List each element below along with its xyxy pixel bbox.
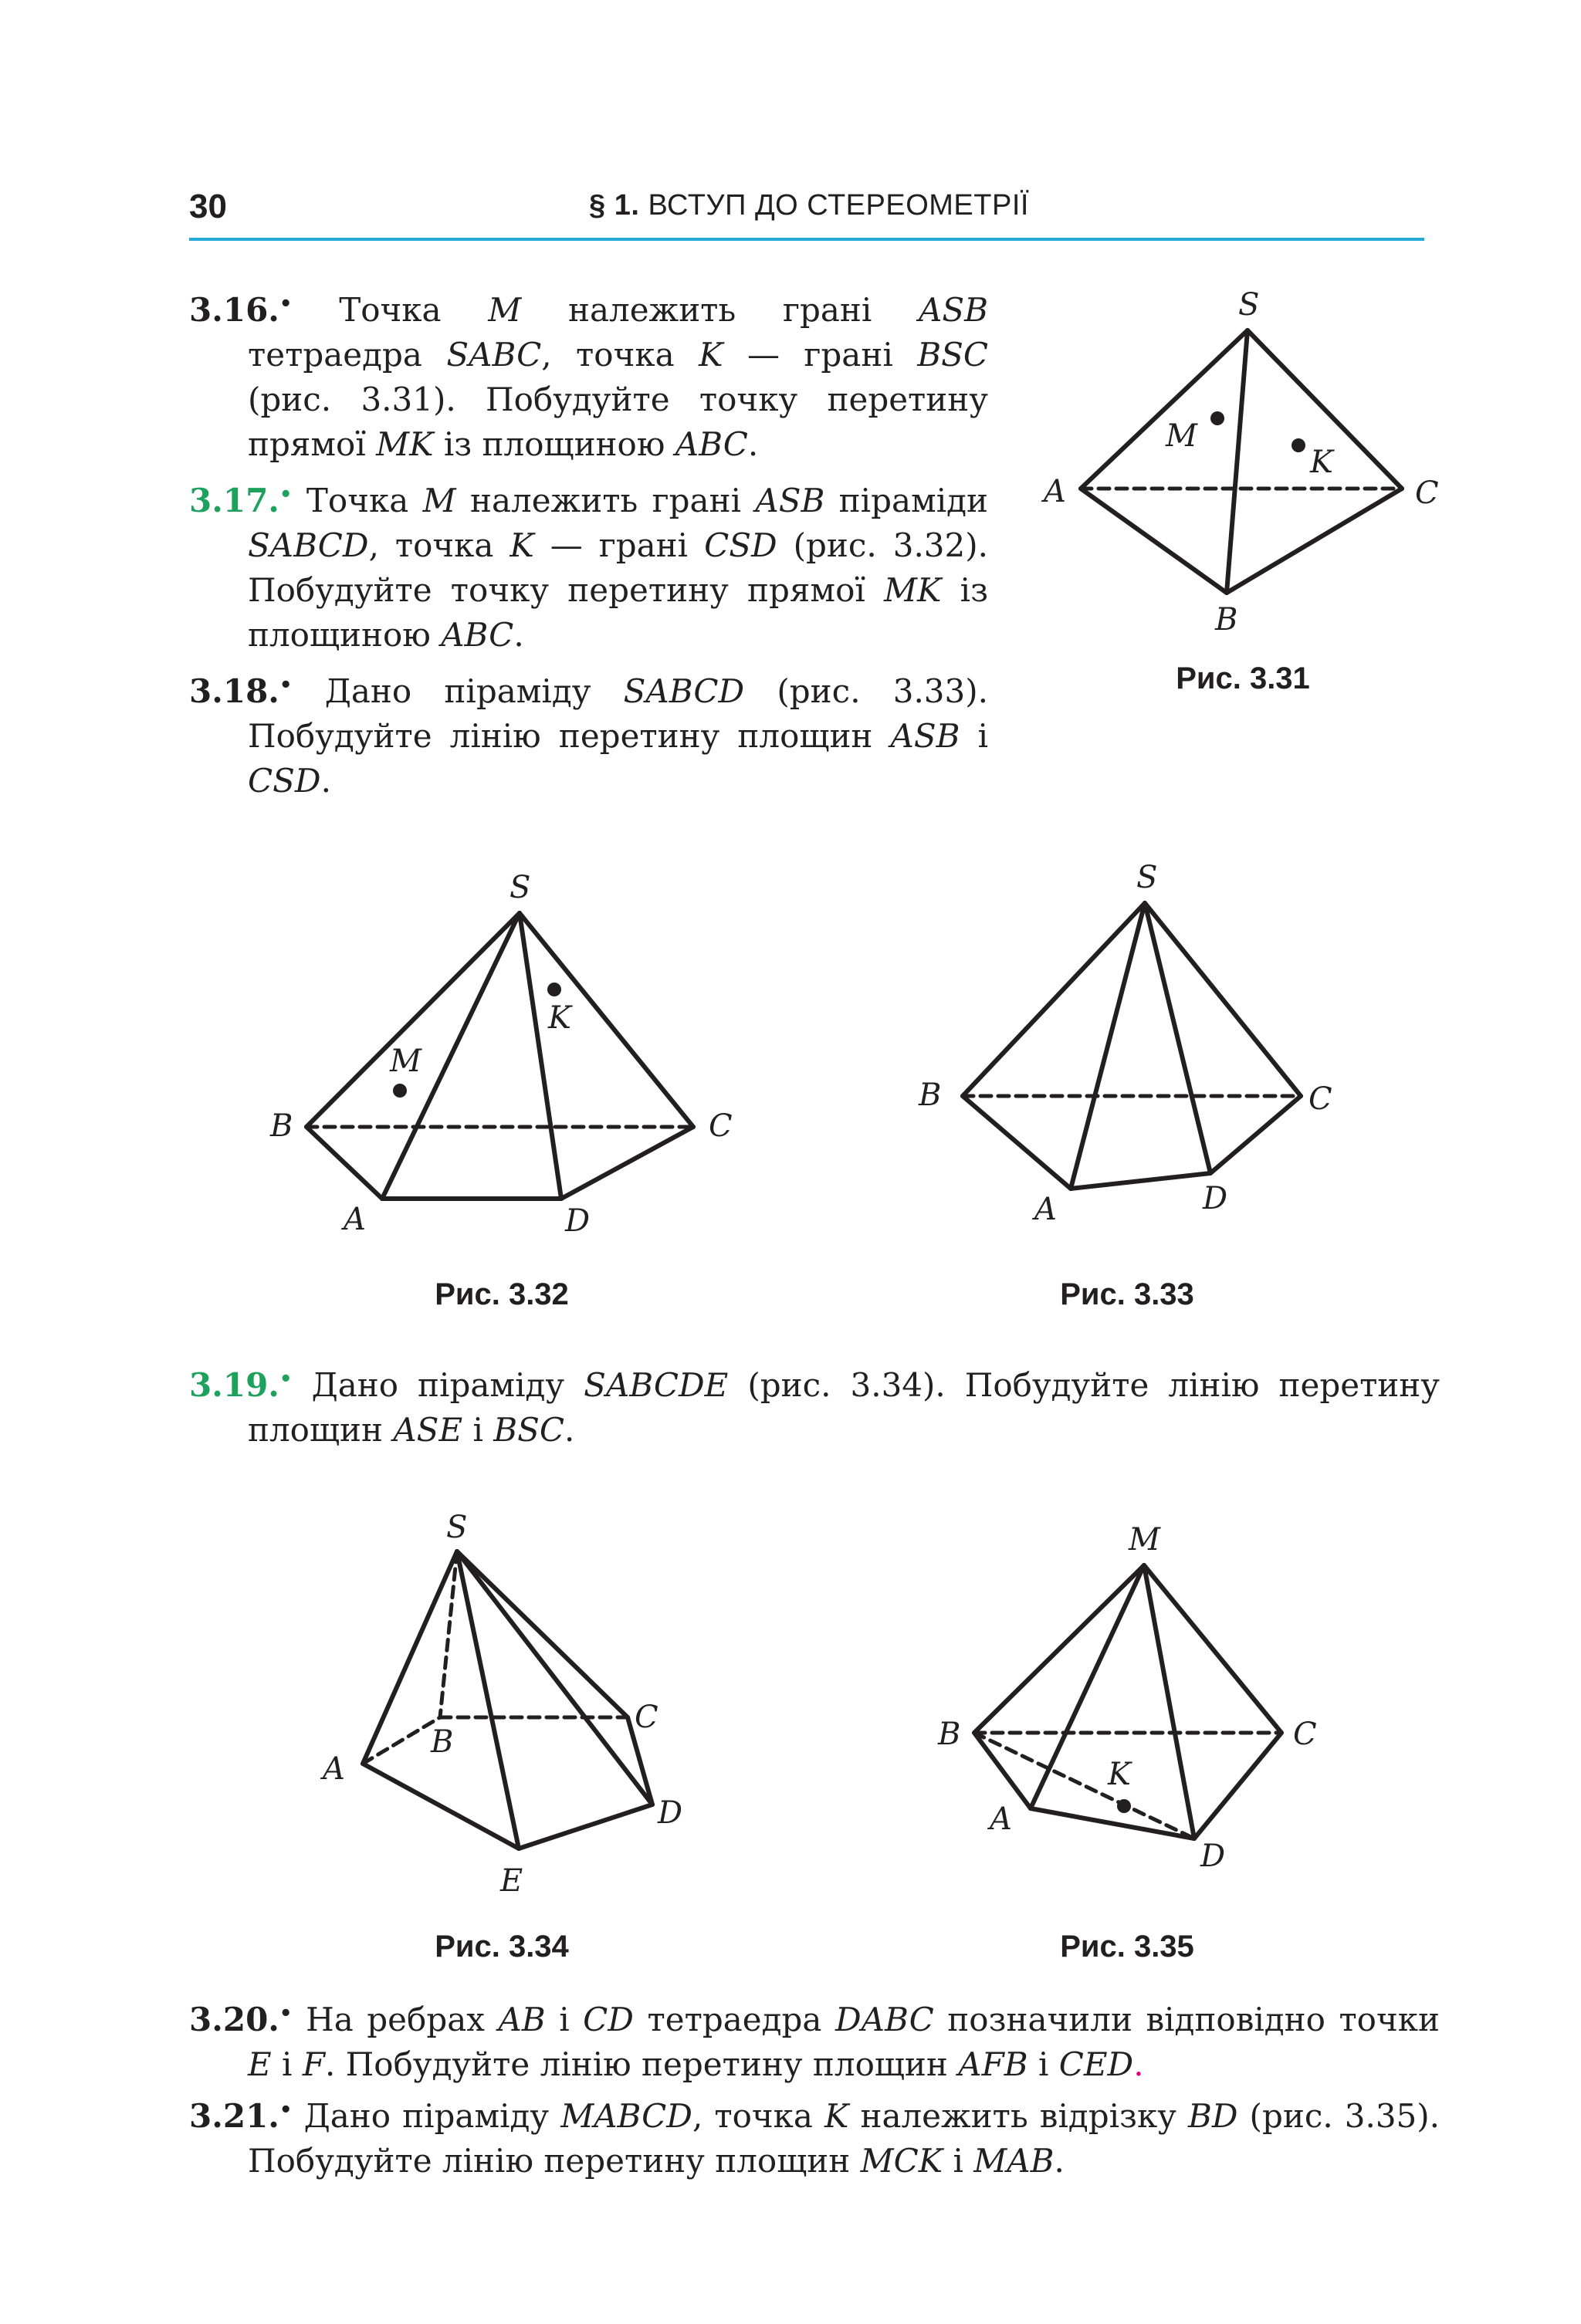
label-d: D [565,1203,591,1239]
label-b: B [919,1077,942,1113]
section-title [589,189,1029,222]
label-b: B [938,1717,961,1752]
caption-3-31: Рис. 3.31 [1176,661,1310,695]
label-a: A [1034,1192,1057,1227]
problem-3-18: 3.18.• Дано піраміду SABCD (рис. 3.33). Побудуйте лінію перетину площин ASB і CSD. [189,672,988,800]
caption-3-34: Рис. 3.34 [435,1930,569,1964]
label-k: K [1108,1757,1131,1792]
label-d: D [1200,1839,1226,1868]
label-c: C [635,1700,658,1735]
section-title-text: ВСТУП ДО СТЕРЕОМЕТРІЇ [648,189,1029,222]
figure-3-34 [309,1497,710,1906]
figure-3-31 [1027,274,1459,675]
label-k: K [1310,445,1333,480]
point-m [1210,411,1224,425]
label-d: D [1203,1181,1228,1216]
header-rule [189,238,1424,241]
label-m: M [390,1044,421,1079]
problem-3-20: 3.20.• На ребрах AB і CD тетраедра DABC позначили відповідно точки E і F. Побудуйте лінію перетину площин AFB і CED. [189,2001,1440,2083]
problem-3-16: 3.16.• Точка M належить грані ASB тетраедра SABC, точка K — грані BSC (рис. 3.31). Побудуйте точку перетину прямої MK із площиною ABC. [189,291,988,463]
figure-3-33 [903,849,1336,1250]
label-s: S [510,870,531,905]
label-m: M [1129,1522,1160,1558]
label-m: M [1166,418,1197,454]
label-a: A [990,1801,1012,1837]
point-k [547,983,561,996]
problem-number: 3.18.• [189,672,293,710]
problem-number: 3.20.• [189,2001,293,2038]
label-d: D [658,1795,683,1831]
problem-number: 3.21.• [189,2097,293,2135]
page-number: 30 [189,188,227,225]
figure-3-35 [919,1505,1336,1868]
point-k [1117,1799,1131,1813]
label-s: S [1238,287,1260,323]
label-c: C [709,1108,733,1144]
problem-3-17: 3.17.• Точка M належить грані ASB піраміди SABCD, точка K — грані CSD (рис. 3.32). Побудуйте точку перетину прямої MK із площиною ABC. [189,482,988,654]
caption-3-32: Рис. 3.32 [435,1277,569,1311]
problem-3-21: 3.21.• Дано піраміду MABCD, точка K належить відрізку BD (рис. 3.35). Побудуйте лінію перетину площин MCK і MAB. [189,2097,1440,2180]
label-s: S [1136,860,1158,895]
label-c: C [1415,475,1439,511]
label-a: A [323,1751,345,1787]
label-b: B [1215,602,1238,638]
label-k: K [548,1000,571,1036]
problem-number: 3.17.• [189,482,293,519]
label-c: C [1293,1717,1317,1752]
problem-number: 3.19.• [189,1366,293,1404]
point-m [393,1084,407,1098]
figure-3-32 [255,849,749,1250]
label-a: A [344,1202,366,1237]
label-c: C [1308,1081,1332,1117]
label-s: S [446,1510,468,1545]
label-b: B [270,1108,293,1144]
label-e: E [500,1863,523,1899]
caption-3-35: Рис. 3.35 [1060,1930,1194,1964]
caption-3-33: Рис. 3.33 [1060,1277,1194,1311]
point-k [1292,438,1305,452]
section-label: § 1. [589,189,640,222]
problem-number: 3.16.• [189,291,293,329]
problem-3-19: 3.19.• Дано піраміду SABCDE (рис. 3.34). Побудуйте лінію перетину площин ASE і BSC. [189,1366,1440,1449]
label-a: A [1044,474,1066,509]
label-b: B [431,1724,454,1760]
